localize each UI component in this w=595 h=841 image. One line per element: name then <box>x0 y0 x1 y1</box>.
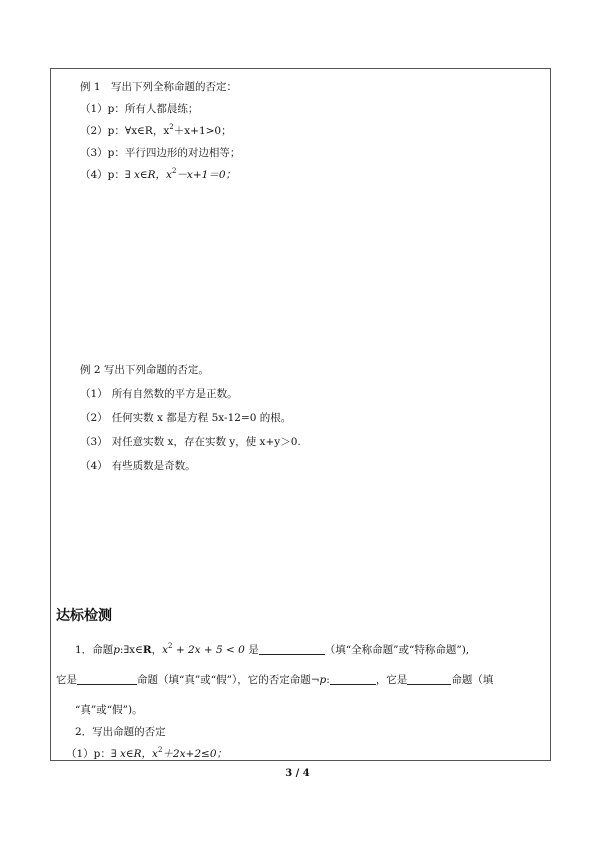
exists-symbol: ∃x∈ <box>123 644 143 656</box>
question-1-line-2 <box>56 673 493 687</box>
item-prefix: （2）p： <box>80 125 125 137</box>
line2-mid: 命题（填“真”或“假”），它的否定命题 <box>137 674 311 686</box>
example2-item-1 <box>80 387 238 401</box>
example1-title: 例 1 写出下列全称命题的否定： <box>80 81 238 93</box>
item-formula-end: －x+1＝0； <box>176 169 237 181</box>
expr-exponent: 2 <box>168 642 173 650</box>
item-formula-end: ＋x+1>0； <box>173 125 232 137</box>
item-exponent: 2 <box>171 167 177 175</box>
item-prefix: （1） <box>80 388 108 400</box>
example2-title: 例 2 写出下列命题的否定。 <box>80 364 209 376</box>
item-prefix: （4） <box>80 460 108 472</box>
item-prefix: （1）p： <box>80 103 125 115</box>
question-hint: （填“全称命题”或“特称命题”), <box>324 644 470 656</box>
example2-item-3 <box>80 435 301 449</box>
example2-item-4 <box>80 459 196 473</box>
answer-blank-4[interactable] <box>407 673 451 685</box>
example2-item-2 <box>80 411 291 425</box>
item-formula-start: ∃ x∈R，x <box>124 169 172 181</box>
item-formula-start: ∀x∈R，x <box>124 125 170 137</box>
item-prefix: （3） <box>80 436 108 448</box>
neg-symbol: ¬ <box>310 674 320 686</box>
line2-end: 命题（填 <box>451 674 494 686</box>
question-1-line-3: “真”或“假”)。 <box>75 704 143 716</box>
expr-var: x <box>162 644 169 656</box>
example1-item-2 <box>80 124 232 138</box>
neg-p: p <box>319 674 327 686</box>
item-exponent: 2 <box>169 123 174 131</box>
example1-item-3 <box>80 146 240 160</box>
item-text: 有些质数是奇数。 <box>111 460 196 472</box>
answer-blank-1[interactable] <box>259 643 325 655</box>
question-lead: 命题 <box>92 644 114 656</box>
item-text: 对任意实数 x，存在实数 y，使 x+y＞0. <box>111 436 301 448</box>
prop-p: p <box>113 644 120 656</box>
answer-blank-2[interactable] <box>77 673 137 685</box>
item-text: 所有自然数的平方是正数。 <box>111 388 238 400</box>
item-prefix: （1）p： <box>66 748 111 760</box>
neg-colon: : <box>326 674 330 686</box>
question-number: 1． <box>75 644 93 656</box>
answer-blank-3[interactable] <box>330 673 376 685</box>
comma: ， <box>151 644 163 656</box>
example1-item-4 <box>80 168 236 182</box>
question-2-title: 2．写出命题的否定 <box>75 726 166 738</box>
expr-rest: + 2x + 5 < 0 <box>172 644 245 656</box>
line2-start: 它是 <box>56 674 77 686</box>
item-text: 所有人都晨练； <box>124 103 199 115</box>
item-formula-end: ＋2x+2≤0； <box>162 748 227 760</box>
item-text: 任何实数 x 都是方程 5x-12=0 的根。 <box>111 412 292 424</box>
item-prefix: （3）p： <box>80 147 125 159</box>
item-text: 平行四边形的对边相等； <box>124 147 241 159</box>
question-1-line-1 <box>75 643 469 657</box>
prop-colon: : <box>119 644 124 656</box>
real-set: R <box>142 644 152 656</box>
question-2-item-1 <box>66 747 227 761</box>
example1-item-1 <box>80 102 198 116</box>
section-heading: 达标检测 <box>56 608 112 624</box>
item-exponent: 2 <box>157 746 163 754</box>
item-formula-start: ∃ x∈R，x <box>110 748 158 760</box>
page-number: 3 / 4 <box>285 768 310 779</box>
expr-is: 是 <box>244 644 259 656</box>
item-prefix: （2） <box>80 412 108 424</box>
line2-comma: ，它是 <box>375 674 408 686</box>
item-prefix: （4）p： <box>80 169 125 181</box>
